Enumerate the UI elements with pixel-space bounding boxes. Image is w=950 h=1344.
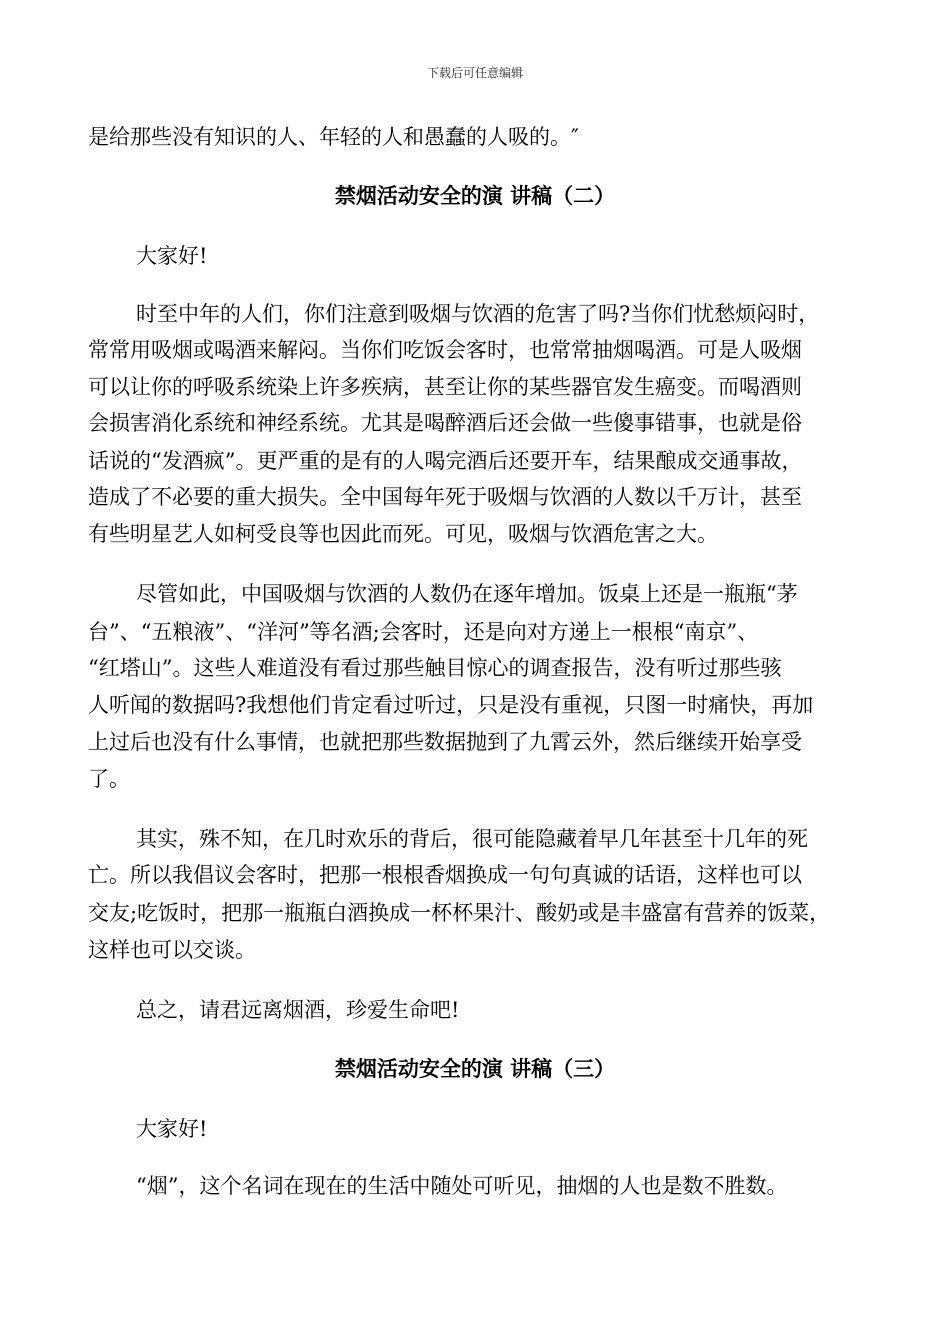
text-line: 交友;吃饭时，把那一瓶瓶白酒换成一杯杯果汁、酸奶或是丰盛富有营养的饭菜， [88,901,831,925]
intro-tail-line: 是给那些没有知识的人、年轻的人和愚蠢的人吸的。″ [88,125,579,149]
section3-greeting: 大家好! [136,1117,208,1141]
page-header: 下载后可任意编辑 [426,66,523,80]
text-line: 可以让你的呼吸系统染上许多疾病，甚至让你的某些器官发生癌变。而喝酒则 [88,375,802,399]
text-line: 尽管如此，中国吸烟与饮酒的人数仍在逐年增加。饭桌上还是一瓶瓶“茅 [136,582,798,606]
text-line: 台”、“五粮液”、“洋河”等名酒;会客时，还是向对方递上一根根“南京”、 [88,620,759,644]
text-line: 常常用吸烟或喝酒来解闷。当你们吃饭会客时，也常常抽烟喝酒。可是人吸烟 [88,338,802,362]
text-line: 时至中年的人们，你们注意到吸烟与饮酒的危害了吗?当你们忧愁烦闷时， [136,302,820,326]
text-line: 其实，殊不知，在几时欢乐的背后，很可能隐藏着早几年甚至十几年的死 [136,827,808,851]
text-line: 话说的“发酒疯”。更严重的是有的人喝完酒后还要开车，结果酿成交通事故， [88,449,803,473]
text-line: 上过后也没有什么事情，也就把那些数据抛到了九霄云外，然后继续开始享受 [88,730,802,754]
text-line: 造成了不必要的重大损失。全中国每年死于吸烟与饮酒的人数以千万计，甚至 [88,485,802,509]
section3-title: 禁烟活动安全的演 讲稿（三） [334,1056,616,1081]
text-line: 亡。所以我倡议会客时，把那一根根香烟换成一句句真诚的话语，这样也可以 [88,863,802,887]
section2-greeting: 大家好! [136,244,208,268]
section3-paragraph-1: “烟”，这个名词在现在的生活中随处可听见，抽烟的人也是数不胜数。 [136,1174,788,1198]
section2-closing: 总之，请君远离烟酒，珍爱生命吧! [136,998,460,1022]
text-line: 了。 [88,767,130,791]
text-line: “红塔山”。这些人难道没有看过那些触目惊心的调查报告，没有听过那些骇 [88,656,782,680]
text-line: 会损害消化系统和神经系统。尤其是喝醉酒后还会做一些傻事错事，也就是俗 [88,411,802,435]
section2-title: 禁烟活动安全的演 讲稿（二） [334,183,616,208]
text-line: 这样也可以交谈。 [88,938,256,962]
text-line: 有些明星艺人如柯受良等也因此而死。可见，吸烟与饮酒危害之大。 [88,522,718,546]
text-line: 人听闻的数据吗?我想他们肯定看过听过，只是没有重视，只图一时痛快，再加 [88,693,814,717]
